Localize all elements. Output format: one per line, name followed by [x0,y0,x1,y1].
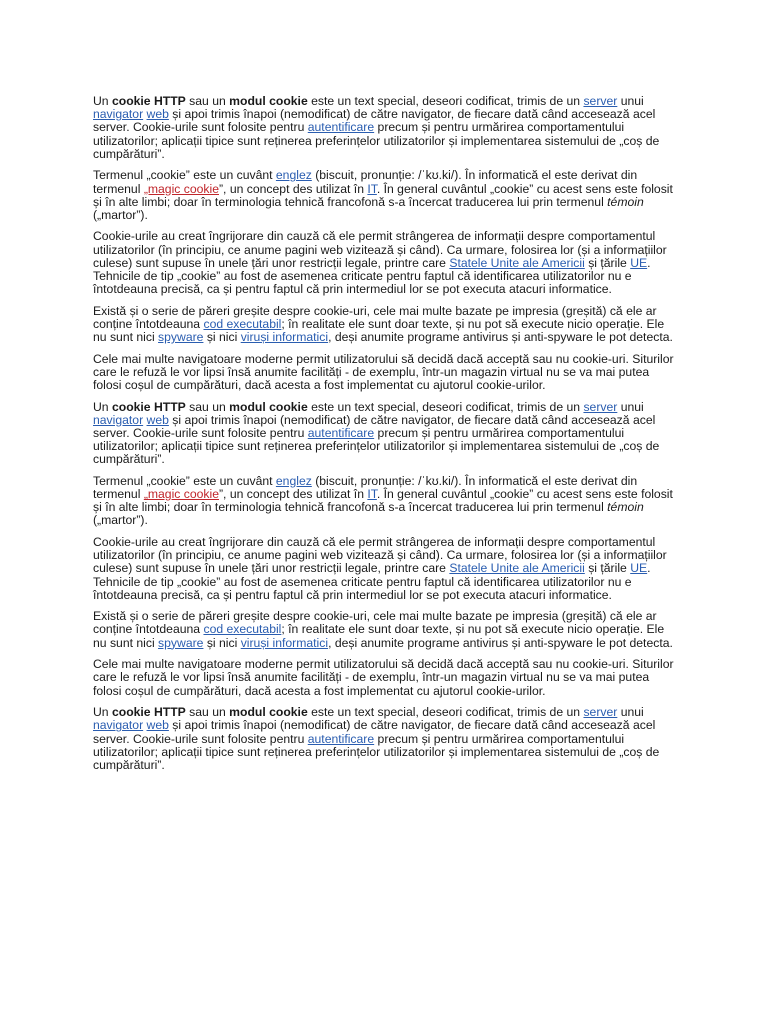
text-run: unui [617,705,644,720]
italic-term: témoin [607,500,644,515]
inline-link[interactable]: spyware [158,635,204,650]
inline-link[interactable]: server [583,399,618,414]
inline-link[interactable]: Statele Unite ale Americii [449,561,585,576]
bold-term: modul cookie [229,399,308,414]
paragraph [93,353,679,393]
paragraph [93,305,679,345]
paragraph [93,475,679,528]
inline-link[interactable]: web [146,107,169,122]
text-run: sau un [185,705,230,720]
inline-link[interactable]: englez [275,473,312,488]
text-run: Termenul „cookie” este un cuvânt [93,168,276,183]
text-run: Termenul „cookie” este un cuvânt [93,473,276,488]
bold-term: cookie HTTP [111,94,186,108]
inline-link[interactable]: „magic cookie [143,487,219,502]
inline-link[interactable]: web [146,718,169,733]
text-run: sau un [185,399,230,414]
text-run: este un text special, deseori codificat, trimis de un [307,705,584,720]
inline-link[interactable]: autentificare [307,120,375,135]
paragraph [93,401,679,467]
text-run: ”, un concept des utilizat în [219,487,368,502]
bold-term: modul cookie [229,705,308,720]
paragraph [93,169,679,222]
text-run: , deși anumite programe antivirus și anti-spyware le pot detecta. [328,635,673,650]
inline-link[interactable]: navigator [93,718,144,733]
text-run: ; în realitate ele sunt doar texte, și nu pot să execute nicio operație. Ele nu sunt nici [93,622,665,650]
text-run: și nici [203,330,241,345]
text-run: . Tehnicile de tip „cookie” au fost de asemenea criticate pentru faptul că identificarea utilizatorilor nu e întotdeauna precisă, ca și pentru faptul că prin intermediul lor se pot executa atacuri informatice. [93,255,651,297]
paragraph [93,658,679,698]
inline-link[interactable]: server [583,94,618,108]
text-run: precum și pentru urmărirea comportamentului utilizatorilor; aplicații tipice sunt reținerea preferințelor utilizatorilor și implementarea sistemului de „coș de cumpărături”. [93,731,660,772]
text-run: Un [93,94,112,108]
text-run: unui [617,94,644,108]
italic-term: témoin [607,194,644,209]
paragraph [93,95,679,161]
document-page [93,95,679,780]
inline-link[interactable]: autentificare [307,425,375,440]
text-run: precum și pentru urmărirea comportamentului utilizatorilor; aplicații tipice sunt reținerea preferințelor utilizatorilor și implementarea sistemului de „coș de cumpărături”. [93,120,660,161]
bold-term: cookie HTTP [111,399,186,414]
text-run: ”, un concept des utilizat în [219,181,368,196]
text-run: Un [93,399,112,414]
inline-link[interactable]: spyware [158,330,204,345]
paragraph [93,230,679,296]
text-run: . În general cuvântul „cookie” cu acest sens este folosit și în alte limbi; doar în terminologia tehnică francofonă s-a încercat traducerea lui prin termenul [93,487,673,515]
inline-link[interactable]: viruși informatici [240,330,329,345]
bold-term: modul cookie [229,94,308,108]
text-run: (biscuit, pronunție: /ˈkʊ.ki/). În informatică el este derivat din termenul [93,473,638,502]
text-run: Cookie-urile au creat îngrijorare din cauză că ele permit strângerea de informații despre comportamentul utilizatorilor (în principiu, ce anume pagini web vizitează și când). Ca urmare, folosirea lor (și a informațiilor culese) sunt supuse în unele țări unor restricții legale, printre care [93,534,667,576]
text-run: („martor”). [93,513,148,528]
inline-link[interactable]: autentificare [307,731,375,746]
paragraph [93,536,679,602]
text-run: și apoi trimis înapoi (nemodificat) de către navigator, de fiecare dată când accesează acel server. Cookie-urile sunt folosite pentru [93,412,656,440]
inline-link[interactable]: navigator [93,107,144,122]
text-run: este un text special, deseori codificat, trimis de un [307,399,584,414]
inline-link[interactable]: „magic cookie [143,181,219,196]
text-run: și nici [203,635,241,650]
text-run: Există și o serie de păreri greșite despre cookie-uri, cele mai multe bazate pe impresia (greșită) că ele ar conține întotdeauna [93,303,657,331]
text-run: Cele mai multe navigatoare moderne permit utilizatorului să decidă dacă acceptă sau nu cookie-uri. Siturilor care le refuză le vor lipsi însă anumite facilități - de exemplu, într-un magazin virtual nu se va mai putea folosi coșul de cumpărături, dacă acesta a fost implementat cu ajutorul cookie-urilor. [93,657,674,698]
inline-link[interactable]: cod executabil [203,622,282,637]
inline-link[interactable]: server [583,705,618,720]
inline-link[interactable]: cod executabil [203,316,282,331]
text-run: ; în realitate ele sunt doar texte, și nu pot să execute nicio operație. Ele nu sunt nici [93,316,665,345]
text-run: . În general cuvântul „cookie” cu acest sens este folosit și în alte limbi; doar în terminologia tehnică francofonă s-a încercat traducerea lui prin termenul [93,181,673,209]
paragraph [93,610,679,650]
text-run: precum și pentru urmărirea comportamentului utilizatorilor; aplicații tipice sunt reținerea preferințelor utilizatorilor și implementarea sistemului de „coș de cumpărături”. [93,425,660,467]
inline-link[interactable]: UE [630,255,648,270]
text-run: și apoi trimis înapoi (nemodificat) de către navigator, de fiecare dată când accesează acel server. Cookie-urile sunt folosite pentru [93,718,656,746]
inline-link[interactable]: IT [367,181,377,196]
text-run: („martor”). [93,207,148,222]
inline-link[interactable]: IT [367,487,377,502]
text-run: Cele mai multe navigatoare moderne permit utilizatorului să decidă dacă acceptă sau nu cookie-uri. Siturilor care le refuză le vor lipsi însă anumite facilități - de exemplu, într-un magazin virtual nu se va mai putea folosi coșul de cumpărături, dacă acesta a fost implementat cu ajutorul cookie-urilor. [93,351,674,393]
text-run: este un text special, deseori codificat, trimis de un [307,94,584,108]
inline-link[interactable]: UE [630,561,648,576]
bold-term: cookie HTTP [111,705,186,720]
paragraph [93,706,679,772]
inline-link[interactable]: englez [275,168,312,183]
inline-link[interactable]: navigator [93,412,144,427]
inline-link[interactable]: web [146,412,169,427]
text-run: sau un [185,94,230,108]
text-run: Un [93,705,112,720]
inline-link[interactable]: viruși informatici [240,635,329,650]
text-run: și țările [584,255,631,270]
text-run: și apoi trimis înapoi (nemodificat) de către navigator, de fiecare dată când accesează acel server. Cookie-urile sunt folosite pentru [93,107,656,135]
text-run: (biscuit, pronunție: /ˈkʊ.ki/). În informatică el este derivat din termenul [93,168,638,196]
text-run: . Tehnicile de tip „cookie” au fost de asemenea criticate pentru faptul că identificarea utilizatorilor nu e întotdeauna precisă, ca și pentru faptul că prin intermediul lor se pot executa atacuri informatice. [93,561,651,602]
inline-link[interactable]: Statele Unite ale Americii [449,255,585,270]
text-run: Cookie-urile au creat îngrijorare din cauză că ele permit strângerea de informații despre comportamentul utilizatorilor (în principiu, ce anume pagini web vizitează și când). Ca urmare, folosirea lor (și a informațiilor culese) sunt supuse în unele țări unor restricții legale, printre care [93,229,667,270]
text-run: , deși anumite programe antivirus și anti-spyware le pot detecta. [328,330,673,345]
text-run: și țările [584,561,631,576]
text-run: unui [617,399,644,414]
text-run: Există și o serie de păreri greșite despre cookie-uri, cele mai multe bazate pe impresia (greșită) că ele ar conține întotdeauna [93,609,657,637]
